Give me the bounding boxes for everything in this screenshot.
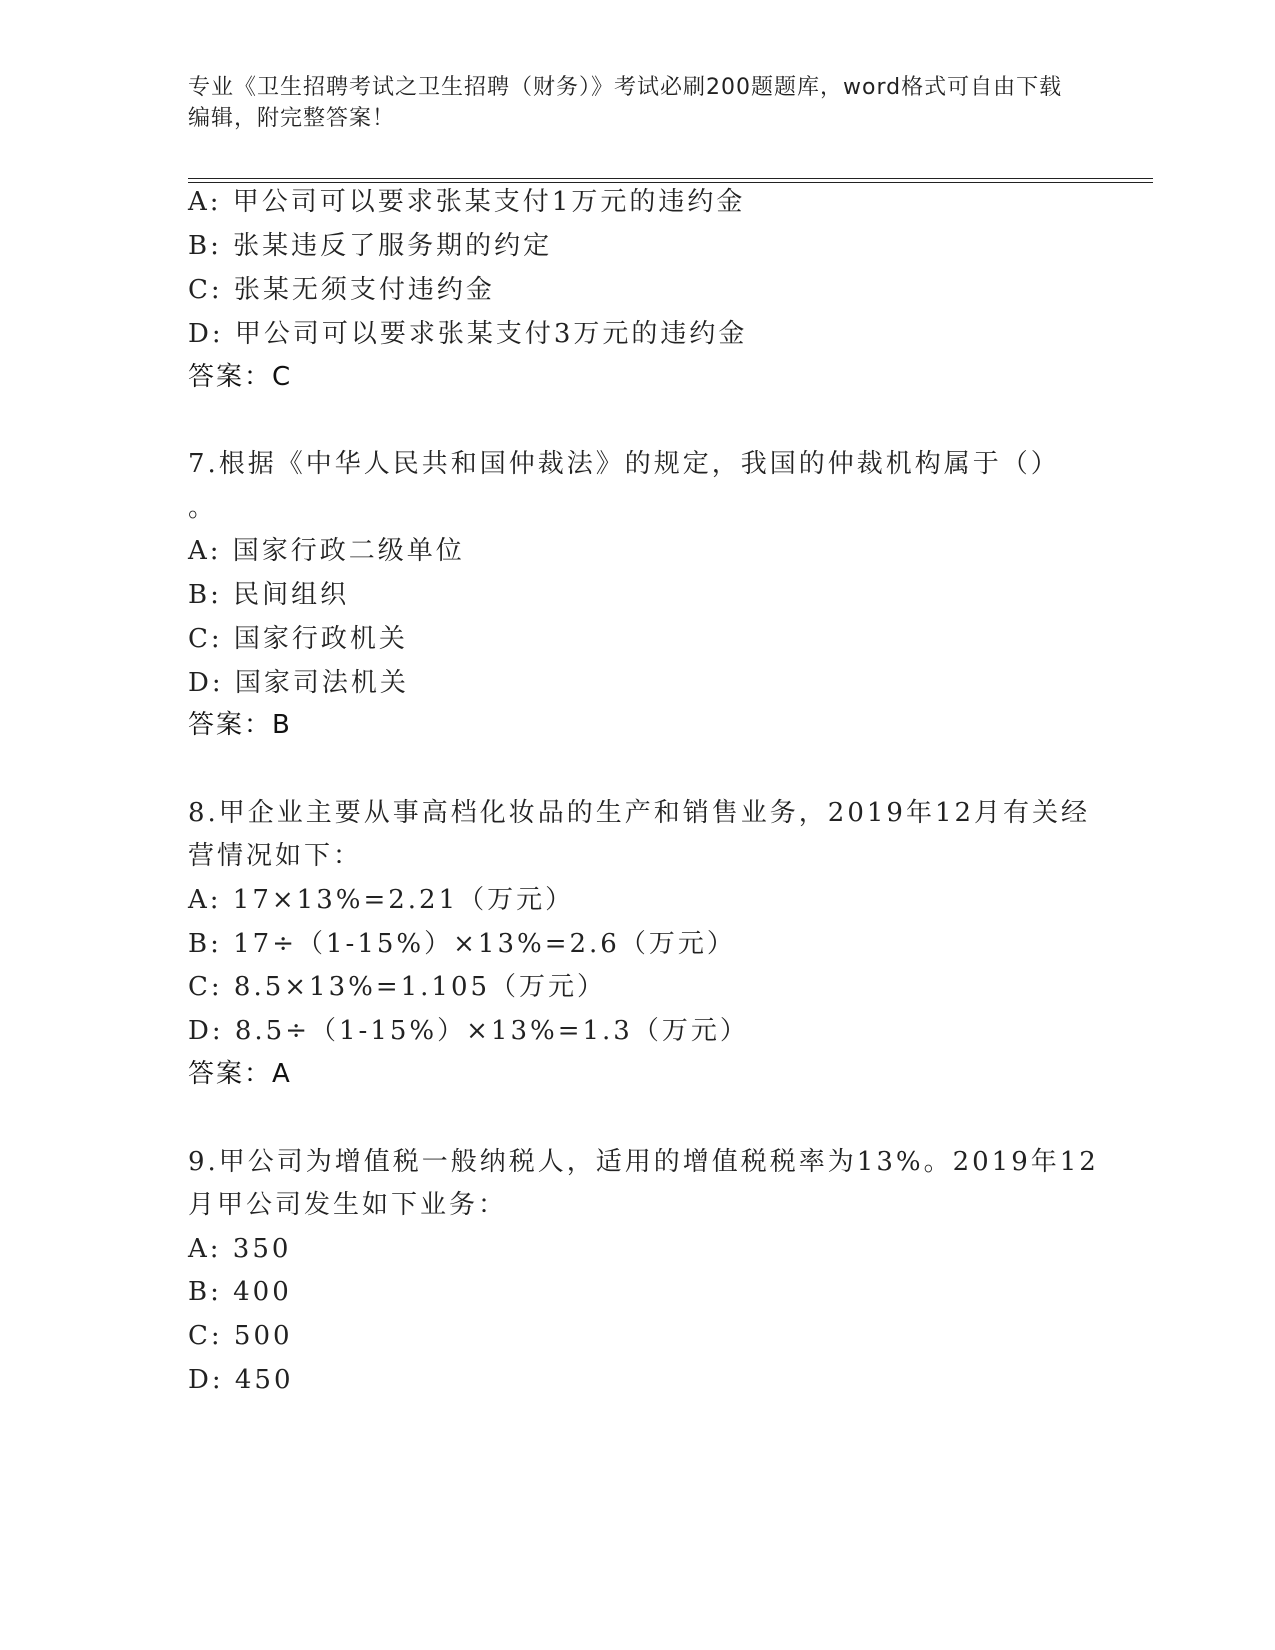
q9-option-a: A: 350: [188, 1234, 292, 1264]
q6-answer: 答案：C: [188, 362, 293, 392]
q9-stem-cont: 月甲公司发生如下业务：: [188, 1190, 508, 1220]
q9-option-c: C: 500: [188, 1321, 293, 1351]
header-divider-double: [188, 182, 1153, 183]
q6-option-a: A: 甲公司可以要求张某支付1万元的违约金: [188, 187, 746, 217]
q7-option-b: B: 民间组织: [188, 580, 350, 610]
q6-option-d: D: 甲公司可以要求张某支付3万元的违约金: [188, 319, 748, 349]
q9-option-b: B: 400: [188, 1277, 292, 1307]
document-header: 专业《卫生招聘考试之卫生招聘（财务）》考试必刷200题题库，word格式可自由下载编辑，附完整答案！: [188, 75, 1063, 131]
q8-option-b: B: 17÷（1-15%）×13%=2.6（万元）: [188, 929, 736, 959]
q7-stem: 7.根据《中华人民共和国仲裁法》的规定，我国的仲裁机构属于（）: [188, 449, 1060, 479]
q7-option-a: A: 国家行政二级单位: [188, 536, 465, 566]
q7-answer: 答案：B: [188, 710, 292, 740]
q8-option-a: A: 17×13%=2.21（万元）: [188, 885, 575, 915]
q9-stem: 9.甲公司为增值税一般纳税人，适用的增值税税率为13%。2019年12: [188, 1147, 1099, 1177]
q7-option-d: D: 国家司法机关: [188, 668, 409, 698]
q6-option-b: B: 张某违反了服务期的约定: [188, 231, 553, 261]
q8-option-d: D: 8.5÷（1-15%）×13%=1.3（万元）: [188, 1016, 749, 1046]
q8-stem-cont: 营情况如下：: [188, 841, 363, 871]
q8-option-c: C: 8.5×13%=1.105（万元）: [188, 972, 607, 1002]
q7-stem-cont: 。: [188, 493, 218, 523]
q8-stem: 8.甲企业主要从事高档化妆品的生产和销售业务，2019年12月有关经: [188, 798, 1091, 828]
q6-option-c: C: 张某无须支付违约金: [188, 275, 495, 305]
q9-option-d: D: 450: [188, 1365, 294, 1395]
q7-option-c: C: 国家行政机关: [188, 624, 408, 654]
header-divider: [188, 178, 1153, 179]
q8-answer: 答案：A: [188, 1059, 292, 1089]
